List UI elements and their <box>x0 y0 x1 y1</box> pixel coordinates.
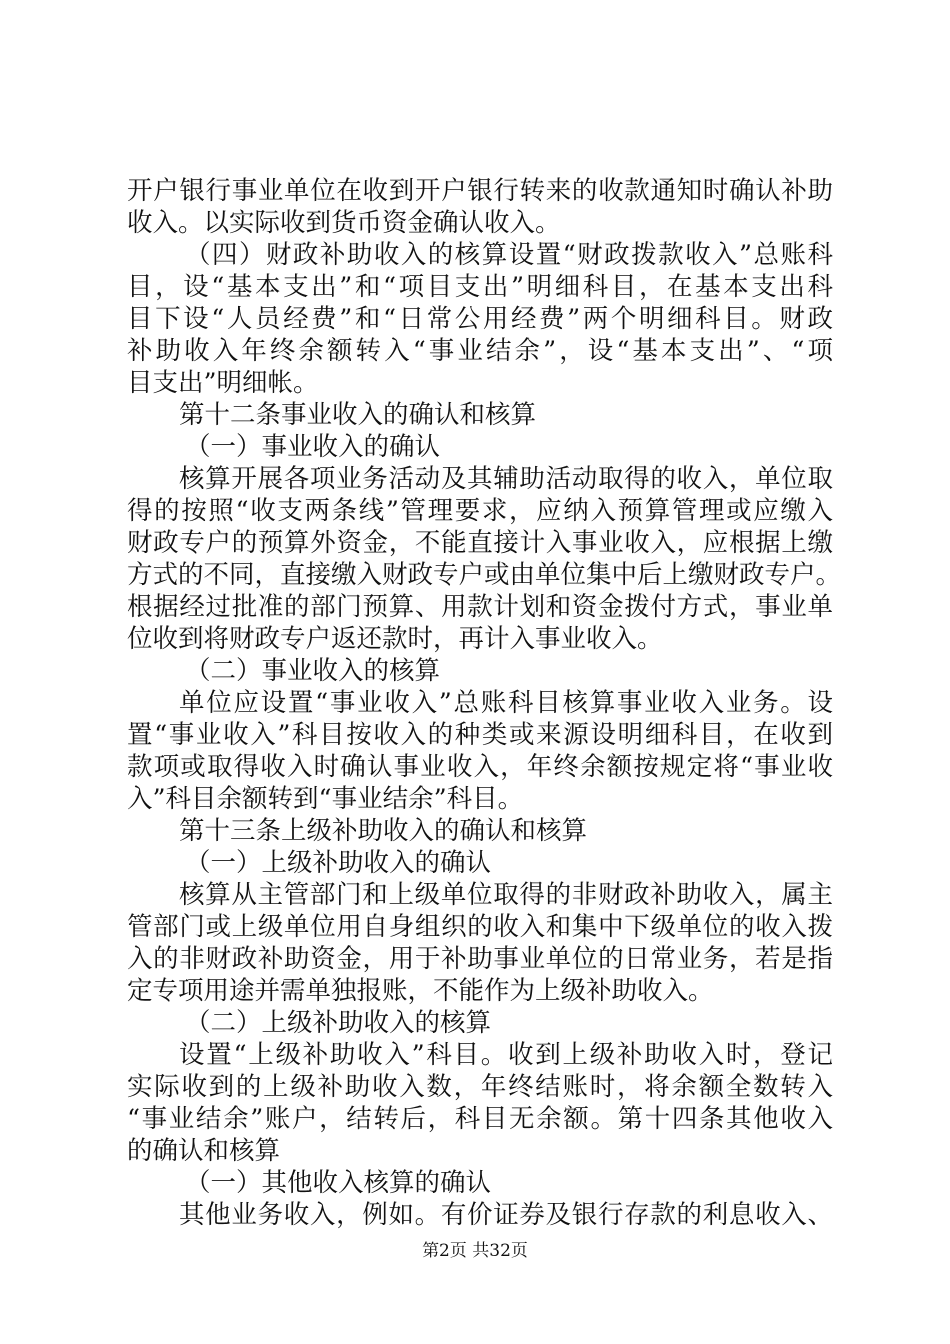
text-line: 其他业务收入，例如。有价证券及银行存款的利息收入、 <box>179 1200 833 1230</box>
page-footer <box>0 1240 950 1262</box>
text-line: “事业结余”账户，结转后，科目无余额。第十四条其他收入 <box>127 1104 833 1134</box>
text-line: 的确认和核算 <box>127 1136 281 1166</box>
text-line: 入的非财政补助资金，用于补助事业单位的日常业务，若是指 <box>127 944 833 974</box>
text-line: 补助收入年终余额转入“事业结余”，设“基本支出”、“项 <box>127 336 833 366</box>
text-line: （四）财政补助收入的核算设置“财政拨款收入”总账科 <box>185 240 833 270</box>
text-line: 方式的不同，直接缴入财政专户或由单位集中后上缴财政专户。 <box>127 560 842 590</box>
text-line: 定专项用途并需单独报账，不能作为上级补助收入。 <box>127 976 714 1006</box>
text-line: 财政专户的预算外资金，不能直接计入事业收入，应根据上缴 <box>127 528 833 558</box>
text-line: 根据经过批准的部门预算、用款计划和资金拨付方式，事业单 <box>127 592 833 622</box>
text-line: 核算从主管部门和上级单位取得的非财政补助收入，属主 <box>179 880 833 910</box>
page-number: 第2页 共32页 <box>422 1241 528 1261</box>
text-line: 目支出”明细帐。 <box>127 368 319 398</box>
text-line: 款项或取得收入时确认事业收入，年终余额按规定将“事业收 <box>127 752 833 782</box>
text-line: 目，设“基本支出”和“项目支出”明细科目，在基本支出科 <box>127 272 833 302</box>
section-heading: 第十二条事业收入的确认和核算 <box>179 400 537 430</box>
text-line: 目下设“人员经费”和“日常公用经费”两个明细科目。财政 <box>127 304 833 334</box>
subsection-heading: （二）事业收入的核算 <box>185 656 441 686</box>
text-line: 得的按照“收支两条线”管理要求，应纳入预算管理或应缴入 <box>127 496 833 526</box>
section-heading: 第十三条上级补助收入的确认和核算 <box>179 816 588 846</box>
subsection-heading: （二）上级补助收入的核算 <box>185 1008 492 1038</box>
document-body <box>127 175 842 1231</box>
subsection-heading: （一）事业收入的确认 <box>185 432 441 462</box>
text-line: 实际收到的上级补助收入数，年终结账时，将余额全数转入 <box>127 1072 833 1102</box>
subsection-heading: （一）其他收入核算的确认 <box>185 1168 492 1198</box>
text-line: 管部门或上级单位用自身组织的收入和集中下级单位的收入拨 <box>127 912 833 942</box>
text-line: 开户银行事业单位在收到开户银行转来的收款通知时确认补助 <box>127 176 833 206</box>
text-line: 单位应设置“事业收入”总账科目核算事业收入业务。设 <box>179 688 833 718</box>
text-line: 设置“上级补助收入”科目。收到上级补助收入时，登记 <box>179 1040 833 1070</box>
text-line: 入”科目余额转到“事业结余”科目。 <box>127 784 524 814</box>
subsection-heading: （一）上级补助收入的确认 <box>185 848 492 878</box>
text-line: 位收到将财政专户返还款时，再计入事业收入。 <box>127 624 663 654</box>
text-line: 置“事业收入”科目按收入的种类或来源设明细科目，在收到 <box>127 720 833 750</box>
text-line: 收入。以实际收到货币资金确认收入。 <box>127 208 561 238</box>
text-line: 核算开展各项业务活动及其辅助活动取得的收入，单位取 <box>179 464 833 494</box>
